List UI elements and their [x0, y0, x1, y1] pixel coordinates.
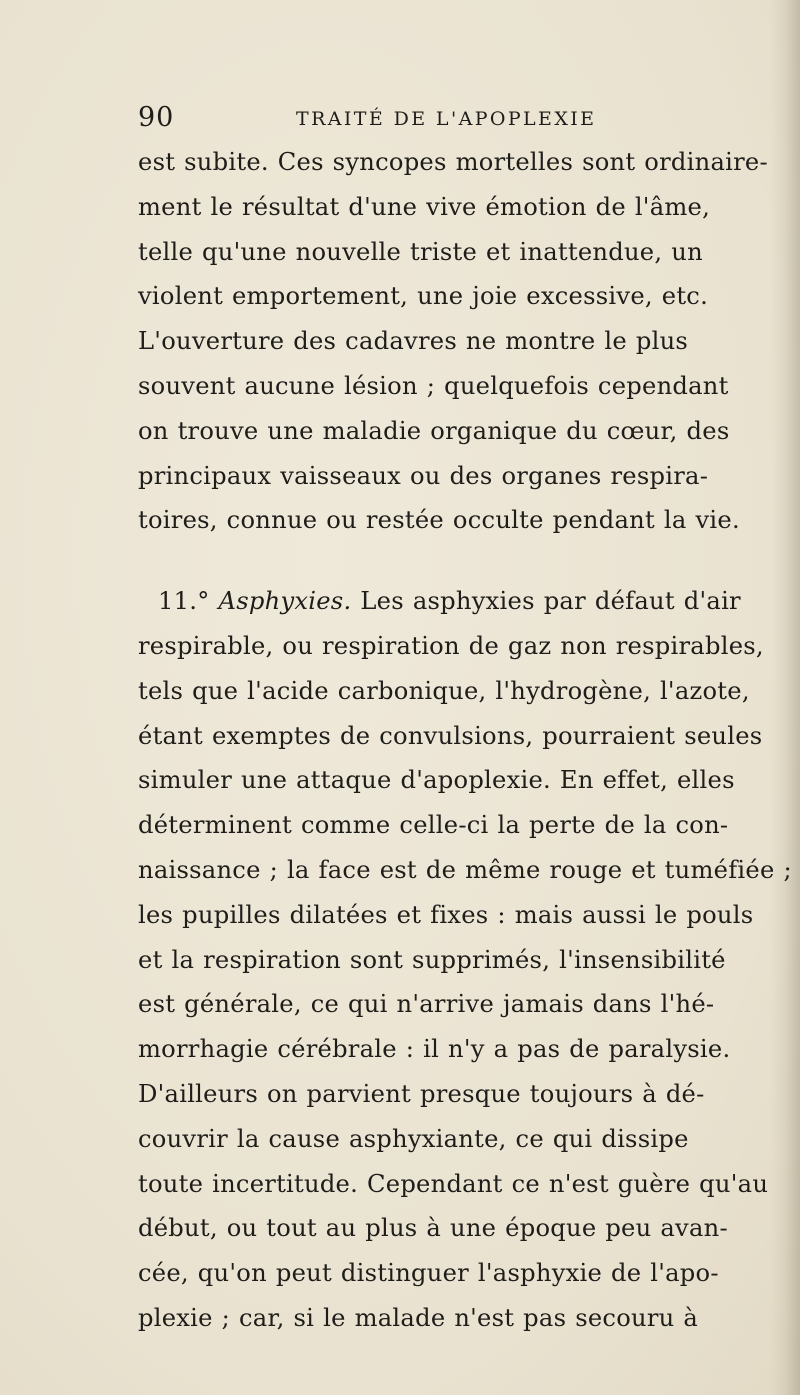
text-line: déterminent comme celle-ci la perte de la con-	[138, 811, 729, 840]
text-line: D'ailleurs on parvient presque toujours à dé-	[138, 1079, 705, 1108]
text-line: morrhagie cérébrale : il n'y a pas de paralysie.	[138, 1035, 731, 1064]
text-line: respirable, ou respiration de gaz non respirables,	[138, 631, 764, 660]
page-header	[138, 102, 778, 142]
text-line: couvrir la cause asphyxiante, ce qui dissipe	[138, 1124, 689, 1153]
text-line: plexie ; car, si le malade n'est pas secouru à	[138, 1303, 699, 1332]
body-text	[138, 140, 792, 1341]
page-number: 90	[138, 102, 175, 133]
section-heading-line	[138, 579, 770, 624]
section-heading: Asphyxies.	[218, 587, 352, 616]
text-line: et la respiration sont supprimés, l'insensibilité	[138, 945, 726, 974]
text-line: toires, connue ou restée occulte pendant la vie.	[138, 506, 740, 535]
text-line: naissance ; la face est de même rouge et tuméfiée ;	[138, 855, 792, 884]
text-line: étant exemptes de convulsions, pourraient seules	[138, 721, 763, 750]
text-line: L'ouverture des cadavres ne montre le plus	[138, 327, 689, 356]
paragraph-2	[138, 579, 792, 1341]
text-line: telle qu'une nouvelle triste et inattendue, un	[138, 237, 703, 266]
text-line: simuler une attaque d'apoplexie. En effet, elles	[138, 766, 735, 795]
text-line: on trouve une maladie organique du cœur, des	[138, 416, 730, 445]
text-line: souvent aucune lésion ; quelquefois cependant	[138, 371, 729, 400]
paragraph-gap	[138, 543, 770, 579]
running-title: TRAITÉ DE L'APOPLEXIE	[296, 108, 597, 130]
text-line: toute incertitude. Cependant ce n'est guère qu'au	[138, 1169, 769, 1198]
text-line: principaux vaisseaux ou des organes respira-	[138, 461, 709, 490]
text-line: est subite. Ces syncopes mortelles sont ordinaire-	[138, 148, 768, 176]
paragraph-1	[138, 140, 770, 543]
text-line: les pupilles dilatées et fixes : mais aussi le pouls	[138, 900, 754, 929]
section-number: 11.°	[158, 587, 210, 616]
text-line: début, ou tout au plus à une époque peu avan-	[138, 1214, 728, 1243]
section-heading-rest: Les asphyxies par défaut d'air	[360, 587, 741, 616]
text-line: cée, qu'on peut distinguer l'asphyxie de l'apo-	[138, 1259, 719, 1288]
text-line: violent emportement, une joie excessive, etc.	[138, 282, 709, 311]
text-line: tels que l'acide carbonique, l'hydrogène, l'azote,	[138, 676, 750, 705]
text-line: ment le résultat d'une vive émotion de l'âme,	[138, 192, 711, 221]
text-line: est générale, ce qui n'arrive jamais dans l'hé-	[138, 990, 715, 1019]
